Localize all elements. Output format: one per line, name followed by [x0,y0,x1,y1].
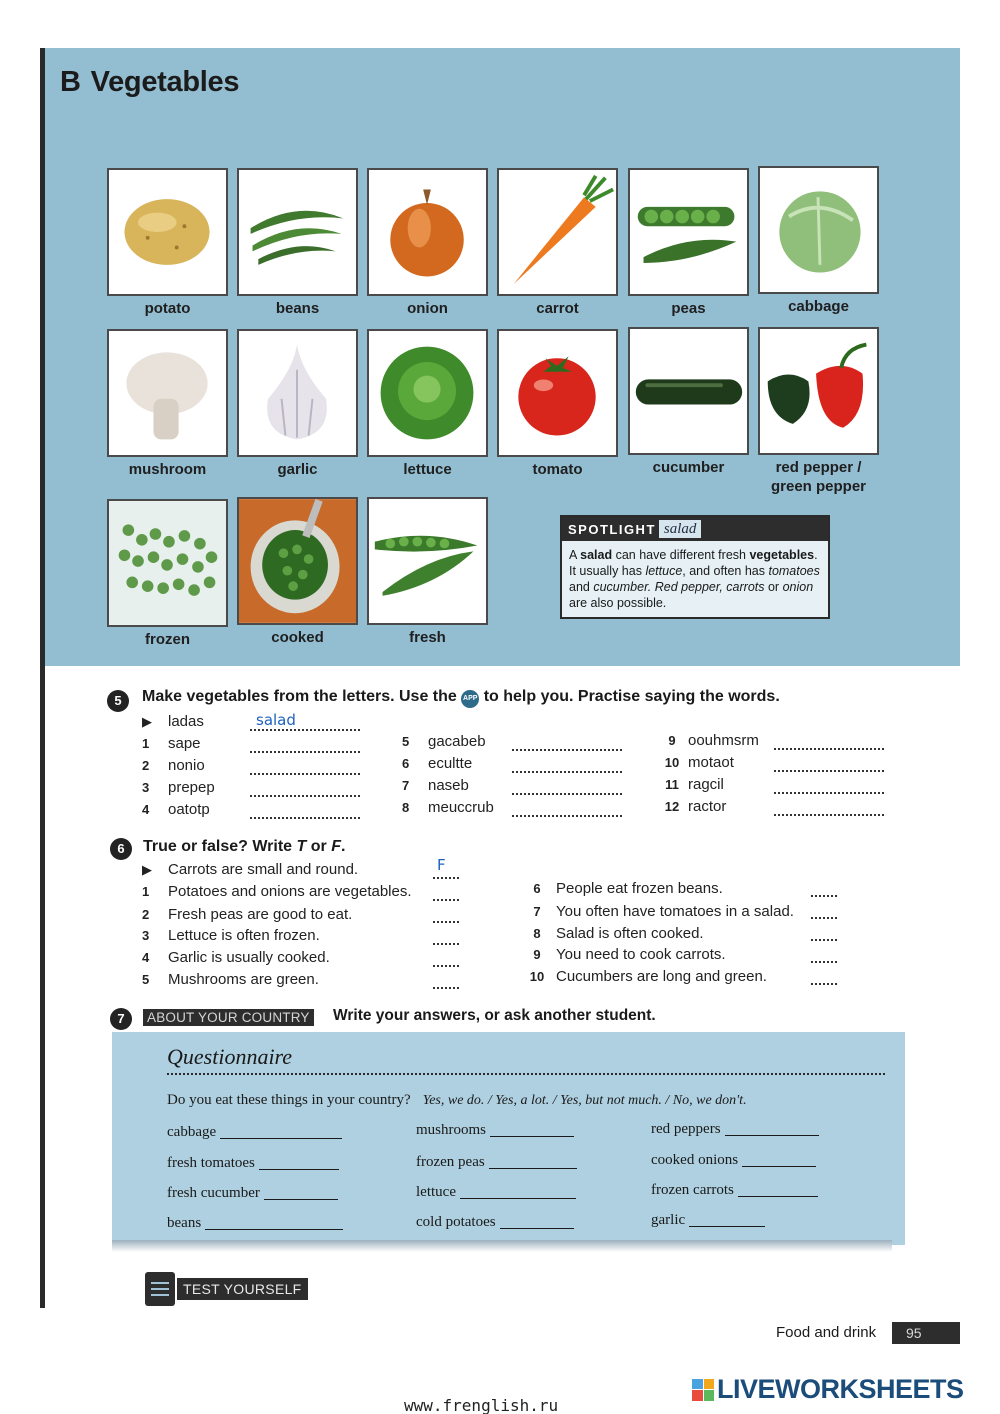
questionnaire-item: lettuce [416,1184,576,1201]
fresh-peas-image [369,499,486,623]
frozen-peas-image [109,501,226,625]
exercise-5-instructions [142,688,780,708]
vocab-card-tomato [497,329,618,479]
answer-input-3[interactable] [250,795,360,797]
vocab-label-line2: green pepper [770,478,867,495]
tf-input-10[interactable] [811,983,837,985]
app-icon: APP [461,690,479,708]
scramble-item: 3 prepep [142,779,215,796]
cucumber-image [630,329,747,453]
answer-blank[interactable] [489,1168,577,1169]
vocab-card-beans [237,168,358,318]
questionnaire-item: mushrooms [416,1122,574,1139]
spotlight-header [562,517,828,541]
panel-shadow [112,1240,892,1252]
vocab-label: frozen [145,631,190,648]
statement-row: 7 You often have tomatoes in a salad. [533,903,794,920]
liveworksheets-logo [692,1374,964,1405]
test-yourself-badge [145,1272,308,1306]
example-row: ▶ Carrots are small and round. [142,861,359,878]
example-answer: F [437,856,446,874]
instruction-text: Make vegetables from the letters. Use the [142,688,457,705]
vocab-card-lettuce [367,329,488,479]
vocab-label: garlic [277,461,318,478]
scramble-item: 10 motaot [664,754,734,771]
spotlight-text: A salad can have different fresh vegetables. It usually has lettuce, and often has tomatoes and cucumber. Red pepper, carrots or onion are also possible. [569,548,820,610]
vocab-label: tomato [532,461,583,478]
mushroom-image [109,331,226,455]
answer-blank[interactable] [205,1229,343,1230]
statement-row: 9 You need to cook carrots. [533,946,726,963]
vocab-card-pepper [758,327,879,496]
vocab-label: potato [144,300,191,317]
statement-row: 5 Mushrooms are green. [142,971,319,988]
source-url: www.frenglish.ru [404,1396,559,1414]
answer-input-9[interactable] [774,748,884,750]
section-heading: Vegetables [90,66,240,98]
questionnaire-item: frozen peas [416,1154,577,1171]
tf-input-5[interactable] [433,987,459,989]
answer-input-1[interactable] [250,751,360,753]
statement-row: 4 Garlic is usually cooked. [142,949,330,966]
answer-blank[interactable] [738,1196,818,1197]
answer-input-7[interactable] [512,793,622,795]
answer-input-8[interactable] [512,815,622,817]
exercise-6-instructions: True or false? Write T or F. [143,838,346,855]
exercise-number: 6 [110,838,132,860]
beans-image [239,170,356,294]
notebook-icon [145,1272,175,1306]
answer-line [433,877,459,879]
vocab-card-potato [107,168,228,318]
statement-row: 2 Fresh peas are good to eat. [142,906,353,923]
answer-input-12[interactable] [774,814,884,816]
vocab-label: fresh [409,629,446,646]
peas-image [630,170,747,294]
exercise-number: 5 [107,690,129,712]
page-number: 95 [892,1322,960,1344]
scramble-item: 7 naseb [402,777,469,794]
vocab-label: cabbage [788,298,849,315]
vocab-label: lettuce [403,461,452,478]
scramble-item: 8 meuccrub [402,799,494,816]
questionnaire-item: cabbage [167,1124,342,1141]
questionnaire-item: cooked onions [651,1152,816,1169]
answer-options: Yes, we do. / Yes, a lot. / Yes, but not much. / No, we don't. [422,1093,747,1108]
tf-input-7[interactable] [811,917,837,919]
onion-image [369,170,486,294]
instruction-text: to help you. Practise saying the words. [483,688,780,705]
statement-row: 3 Lettuce is often frozen. [142,927,320,944]
answer-input-5[interactable] [512,749,622,751]
answer-blank[interactable] [500,1228,574,1229]
potato-image [109,170,226,294]
tf-input-1[interactable] [433,899,459,901]
spotlight-topic: salad [659,520,702,538]
vocab-label: cooked [271,629,324,646]
scramble-item: 9 oouhmsrm [668,732,759,749]
scramble-item: 12 ractor [664,798,727,815]
about-your-country-badge: ABOUT YOUR COUNTRY [143,1009,314,1026]
questionnaire-title: Questionnaire [167,1044,293,1069]
vocab-card-frozen [107,499,228,649]
vocab-label: onion [407,300,448,317]
answer-blank[interactable] [725,1135,819,1136]
statement-row: 10 Cucumbers are long and green. [529,968,767,985]
vocab-label: mushroom [128,461,207,478]
vocab-label [758,458,879,496]
scramble-item: 2 nonio [142,757,205,774]
garlic-image [239,331,356,455]
questionnaire-prompt: Do you eat these things in your country? Yes, we do. / Yes, a lot. / Yes, but not much. / No, we don't. [167,1092,747,1108]
scramble-item: 4 oatotp [142,801,210,818]
logo-wordmark: LIVEWORKSHEETS [717,1374,964,1404]
questionnaire-item: garlic [651,1212,765,1229]
vocab-label: peas [671,300,706,317]
scramble-item: 11 ragcil [665,776,724,793]
vocab-card-peas [628,168,749,318]
vocab-card-fresh [367,497,488,647]
answer-input-11[interactable] [774,792,884,794]
scrambled-word: ladas [168,713,204,730]
cooked-peas-image [239,499,356,623]
lettuce-image [369,331,486,455]
spotlight-box [560,515,830,619]
questionnaire-item: cold potatoes [416,1214,574,1231]
vocab-label: carrot [536,300,579,317]
answer-blank[interactable] [742,1166,816,1167]
tf-input-8[interactable] [811,939,837,941]
answer-blank[interactable] [490,1136,574,1137]
vocab-label-line1: red pepper / [775,459,862,476]
tf-input-6[interactable] [811,895,837,897]
footer-chapter-title: Food and drink [776,1324,877,1341]
vocab-card-garlic [237,329,358,479]
section-letter: B [60,66,81,98]
example-marker: ▶ [142,714,152,729]
tf-input-2[interactable] [433,921,459,923]
scramble-item: 1 sape [142,735,201,752]
scramble-item: 6 ecultte [402,755,473,772]
questionnaire-item: red peppers [651,1121,819,1138]
answer-input-10[interactable] [774,770,884,772]
vocab-card-mushroom [107,329,228,479]
answer-input-4[interactable] [250,817,360,819]
vocab-card-cooked [237,497,358,647]
example-answer: salad [256,711,296,729]
logo-mark-icon [692,1379,714,1401]
title-divider [167,1073,885,1075]
vocab-card-onion [367,168,488,318]
test-yourself-label: TEST YOURSELF [177,1278,308,1300]
carrot-image [499,170,616,294]
vocab-card-cabbage [758,166,879,316]
statement-row: 6 People eat frozen beans. [533,880,723,897]
section-title [60,66,239,99]
exercise-7-instructions: Write your answers, or ask another student. [333,1007,656,1024]
example-row [142,712,204,732]
vocab-card-cucumber [628,327,749,477]
cabbage-image [760,168,877,292]
spotlight-label: SPOTLIGHT [568,521,656,537]
tf-input-9[interactable] [811,961,837,963]
questionnaire-item: frozen carrots [651,1182,818,1199]
vocab-label: cucumber [652,459,725,476]
answer-blank[interactable] [689,1226,765,1227]
answer-line [250,729,360,731]
vocab-label: beans [275,300,320,317]
tf-input-4[interactable] [433,965,459,967]
answer-input-6[interactable] [512,771,622,773]
tomato-image [499,331,616,455]
questionnaire-item: fresh cucumber [167,1185,338,1202]
answer-blank[interactable] [259,1169,339,1170]
pepper-image [760,329,877,453]
answer-blank[interactable] [220,1138,342,1139]
tf-input-3[interactable] [433,943,459,945]
answer-blank[interactable] [460,1198,576,1199]
exercise-number: 7 [110,1008,132,1030]
questionnaire-item: beans [167,1215,343,1232]
statement-row: 1 Potatoes and onions are vegetables. [142,883,412,900]
vocab-card-carrot [497,168,618,318]
answer-input-2[interactable] [250,773,360,775]
questionnaire-item: fresh tomatoes [167,1155,339,1172]
scramble-item: 5 gacabeb [402,733,486,750]
answer-blank[interactable] [264,1199,338,1200]
statement-row: 8 Salad is often cooked. [533,925,704,942]
